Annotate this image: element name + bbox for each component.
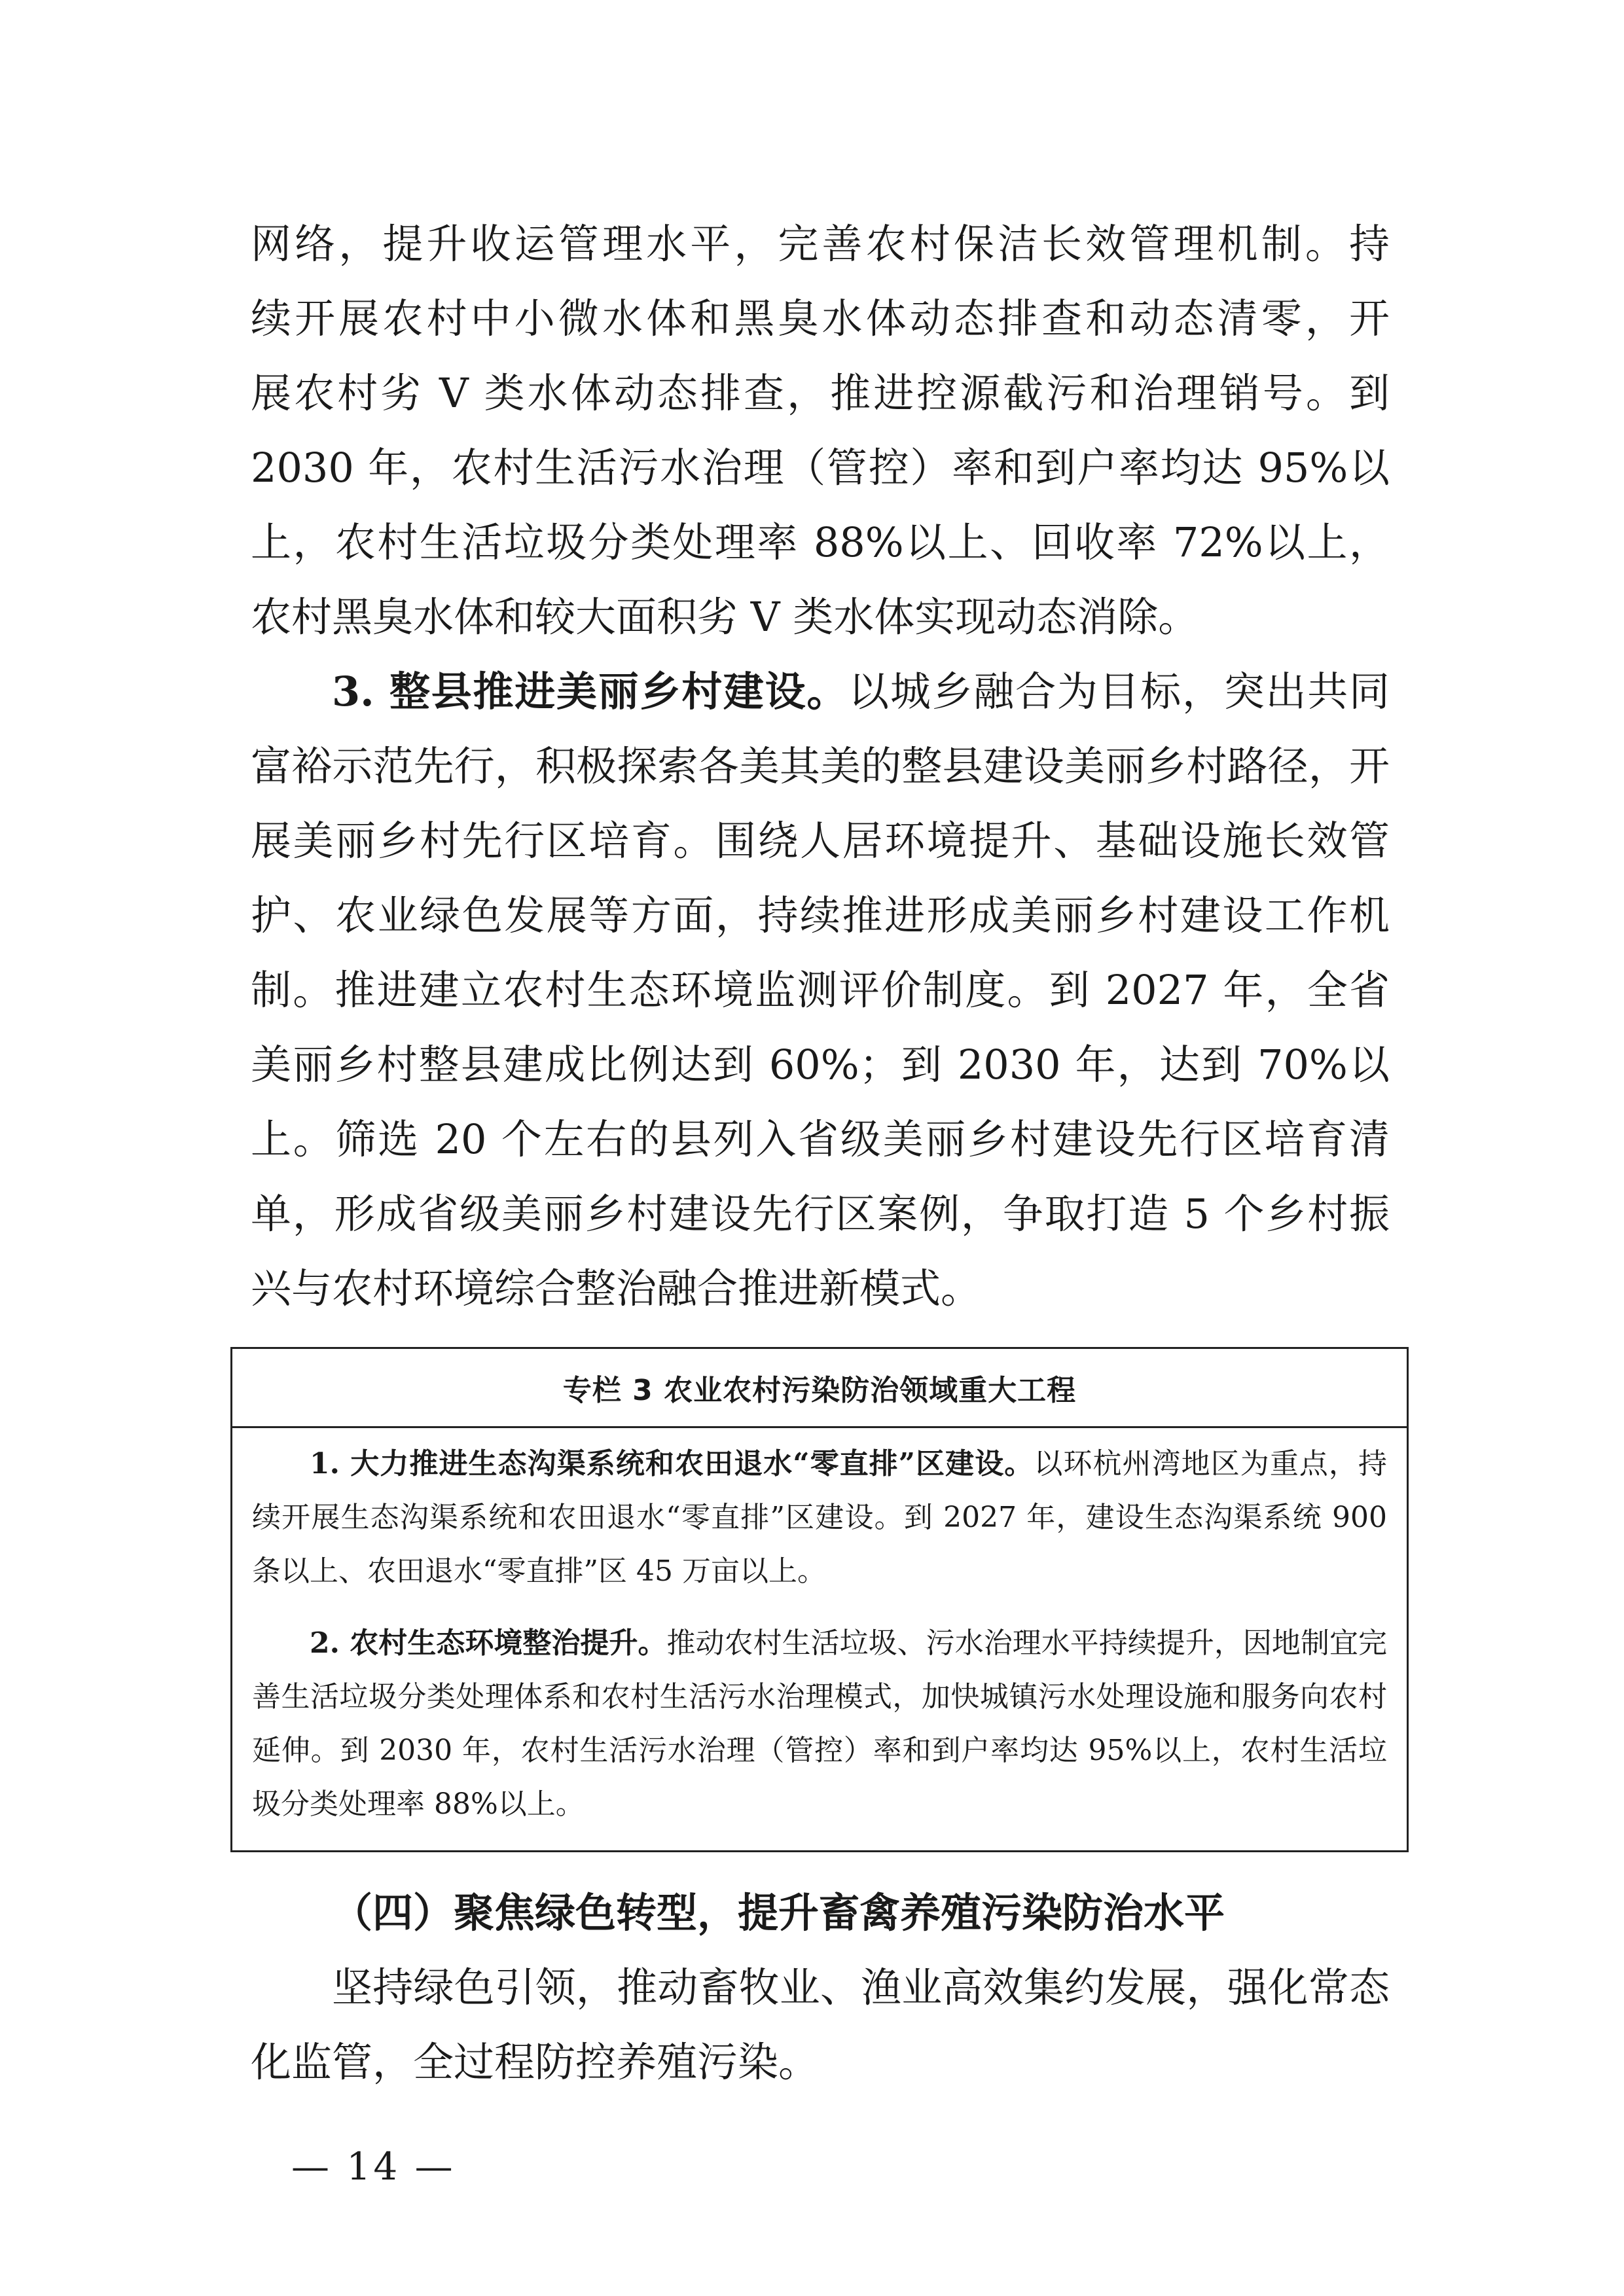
item-3-body: 以城乡融合为目标，突出共同富裕示范先行，积极探索各美其美的整县建设美丽乡村路径，开展美丽乡村先行区培育。围绕人居环境提升、基础设施长效管护、农业绿色发展等方面，持续推进形成美丽乡村建设工作机制。推进建立农村生态环境监测评价制度。到 2027 年，全省美丽乡村整县建成比例达到 60%；到 2030 年，达到 70%以上。筛选 20 个左右的县列入省级美丽乡村建设先行区培育清单，形成省级美丽乡村建设先行区案例，争取打造 5 个乡村振兴与农村环境综合整治融合推进新模式。	[251, 668, 1390, 1312]
feature-box-title: 专栏 3 农业农村污染防治领域重大工程	[232, 1349, 1407, 1428]
feature-box-body	[232, 1428, 1407, 1831]
feature-box-item-heading: 2. 农村生态环境整治提升。	[310, 1626, 667, 1660]
section-heading: （四）聚焦绿色转型，提升畜禽养殖污染防治水平	[332, 1889, 1225, 1937]
paragraph-line: 续开展农村中小微水体和黑臭水体动态排查和动态清零，开	[251, 295, 1390, 342]
item-3-heading: 3. 整县推进美丽乡村建设。	[332, 668, 849, 715]
paragraph-line: 上，农村生活垃圾分类处理率 88%以上、回收率 72%以上，	[251, 518, 1390, 566]
feature-box-item	[252, 1437, 1387, 1598]
page-number: — 14 —	[291, 2144, 456, 2189]
paragraph-line: 网络，提升收运管理水平，完善农村保洁长效管理机制。持	[251, 220, 1390, 268]
feature-box-item-text: 推动农村生活垃圾、污水治理水平持续提升，因地制宜完善生活垃圾分类处理体系和农村生活污水治理模式，加快城镇污水处理设施和服务向农村延伸。到 2030 年，农村生活污水治理（管控）率和到户率均达 95%以上，农村生活垃圾分类处理率 88%以上。	[252, 1626, 1387, 1821]
feature-box-item-heading: 1. 大力推进生态沟渠系统和农田退水“零直排”区建设。	[310, 1447, 1034, 1480]
feature-box-item	[252, 1617, 1387, 1831]
paragraph-line: 展农村劣 V 类水体动态排查，推进控源截污和治理销号。到	[251, 369, 1390, 417]
feature-box	[230, 1347, 1409, 1852]
section-intro-paragraph	[251, 1950, 1390, 2100]
paragraph-line: 2030 年，农村生活污水治理（管控）率和到户率均达 95%以	[251, 444, 1390, 492]
item-3-paragraph	[251, 655, 1390, 1326]
paragraph-line: 农村黑臭水体和较大面积劣 V 类水体实现动态消除。	[251, 593, 1199, 641]
section-intro-text: 坚持绿色引领，推动畜牧业、渔业高效集约发展，强化常态化监管，全过程防控养殖污染。	[251, 1964, 1390, 2086]
feature-box-item-text: 以环杭州湾地区为重点，持续开展生态沟渠系统和农田退水“零直排”区建设。到 2027 年，建设生态沟渠系统 900 条以上、农田退水“零直排”区 45 万亩以上。	[252, 1447, 1387, 1588]
